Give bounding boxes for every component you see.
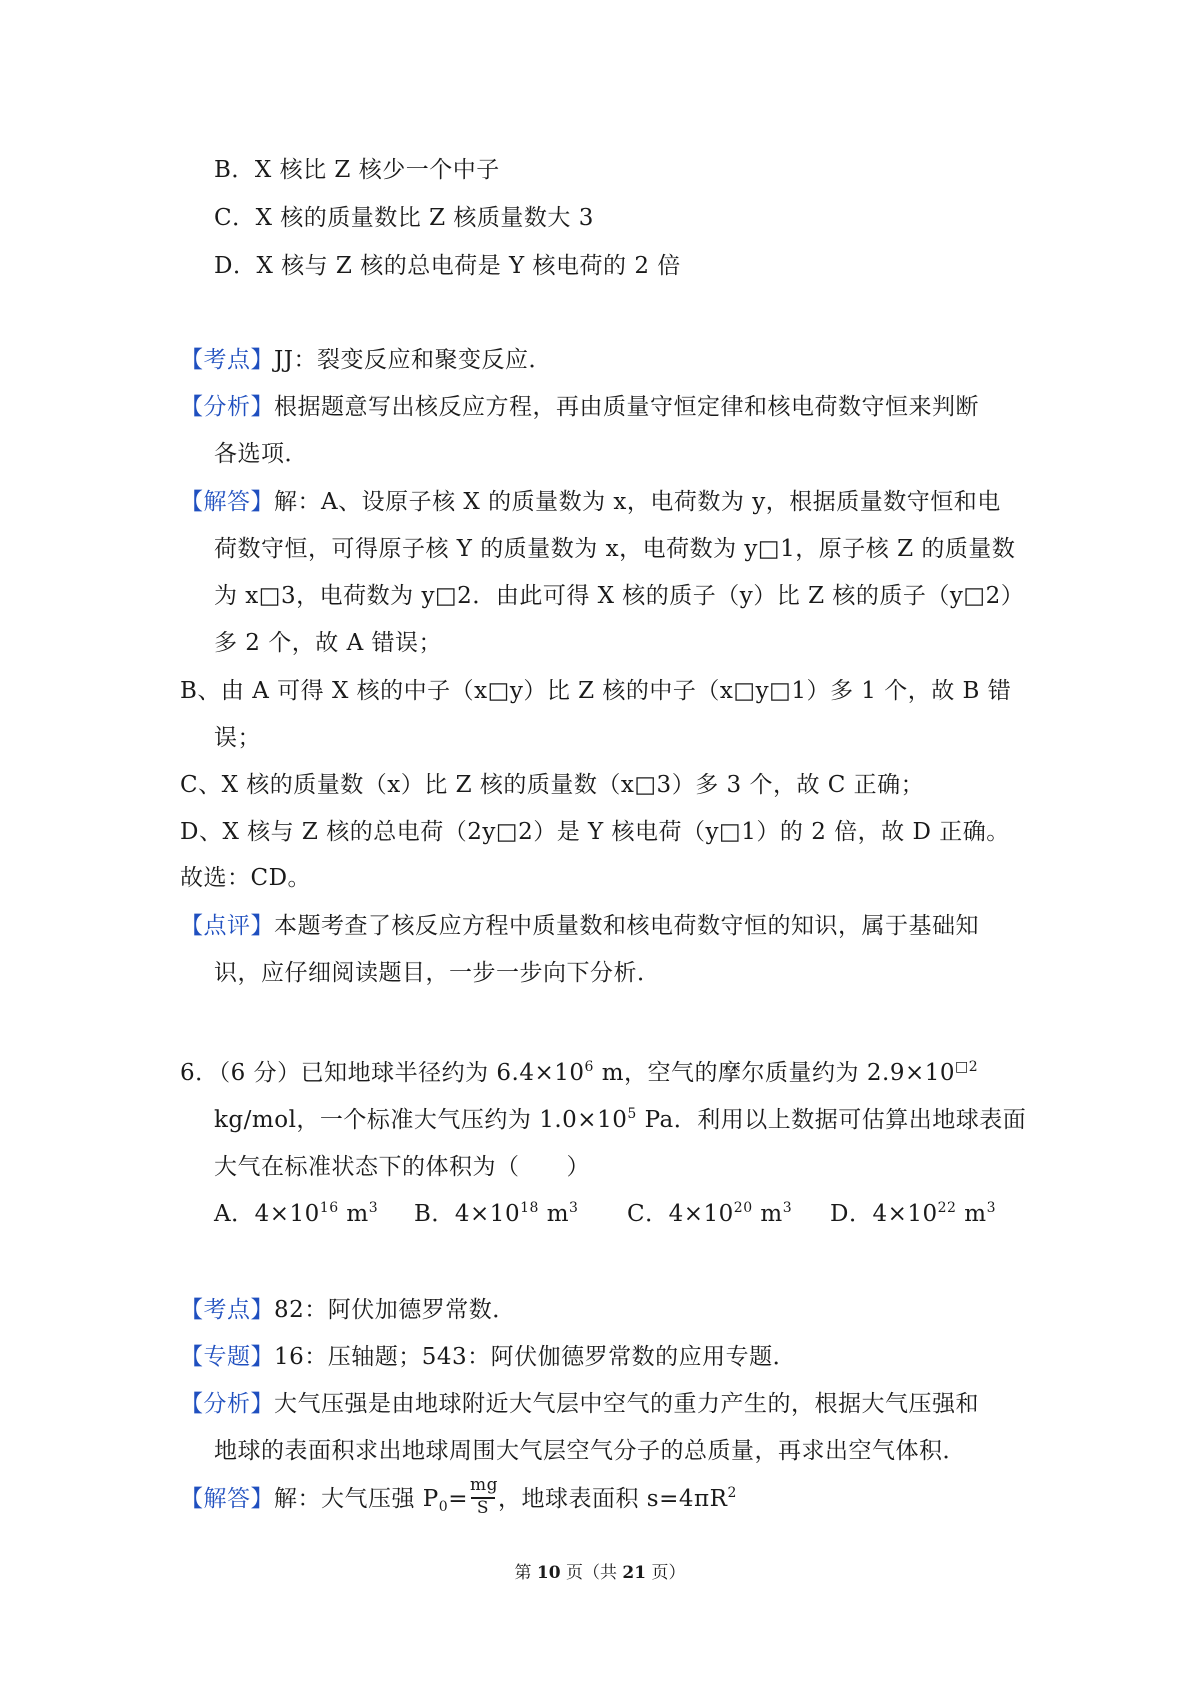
q6-line3: 大气在标准状态下的体积为（ ） bbox=[214, 1154, 590, 1180]
footer-total-pages: 21 bbox=[622, 1563, 647, 1583]
footer-pre: 第 bbox=[514, 1563, 537, 1583]
q5-fenxi-line2: 各选项． bbox=[214, 441, 308, 467]
q6-exp1: 6 bbox=[584, 1059, 594, 1075]
q6-fenxi-text: 大气压强是由地球附近大气层中空气的重力产生的，根据大气压强和 bbox=[274, 1391, 979, 1417]
opt-d-unit-exp: 3 bbox=[986, 1200, 996, 1216]
footer-post: 页） bbox=[646, 1563, 686, 1583]
q6-zhuanti-text: 16：压轴题；543：阿伏伽德罗常数的应用专题． bbox=[274, 1344, 797, 1370]
q5-b-line1: B、由 A 可得 X 核的中子（x□y）比 Z 核的中子（x□y□1）多 1 个，故 B 错 bbox=[180, 678, 1012, 704]
opt-c-text: C．4×10 bbox=[627, 1201, 734, 1227]
fraction-numerator: mg bbox=[470, 1475, 499, 1495]
opt-a-unit: m bbox=[338, 1201, 369, 1227]
q5-jieda bbox=[180, 487, 1001, 517]
q6-option-a bbox=[214, 1199, 378, 1232]
q6-jieda-text-b: ，地球表面积 s=4πR bbox=[498, 1486, 728, 1512]
dianping-tag: 【点评】 bbox=[180, 913, 274, 939]
opt-a-unit-exp: 3 bbox=[368, 1200, 379, 1216]
q5-kaodian bbox=[180, 345, 552, 375]
fenxi-text: 根据题意写出核反应方程，再由质量守恒定律和核电荷数守恒来判断 bbox=[274, 394, 979, 420]
equals-sign: = bbox=[448, 1486, 468, 1512]
q5-d-line: D、X 核与 Z 核的总电荷（2y□2）是 Y 核电荷（y□1）的 2 倍，故 D 正确。 bbox=[180, 819, 1010, 845]
opt-b-unit-exp: 3 bbox=[569, 1200, 579, 1216]
q6-zhuanti bbox=[180, 1342, 796, 1372]
footer-mid: 页（共 bbox=[560, 1563, 623, 1583]
q6-number: 6． bbox=[180, 1060, 219, 1086]
q6-exp3: 5 bbox=[627, 1106, 637, 1122]
option-b: B．X 核比 Z 核少一个中子 bbox=[214, 157, 500, 183]
q6-line2 bbox=[214, 1105, 1026, 1138]
opt-a-exp: 16 bbox=[319, 1200, 339, 1216]
q6-fenxi-line2: 地球的表面积求出地球周围大气层空气分子的总质量，再求出空气体积． bbox=[214, 1438, 966, 1464]
opt-c-unit: m bbox=[752, 1201, 783, 1227]
q6-option-d bbox=[830, 1199, 996, 1232]
q6-zhuanti-tag: 【专题】 bbox=[180, 1344, 274, 1370]
q6-kaodian-tag: 【考点】 bbox=[180, 1297, 274, 1323]
r-squared-exp: 2 bbox=[727, 1485, 737, 1501]
jieda-tag: 【解答】 bbox=[180, 489, 274, 515]
q5-jieda-line3: 为 x□3，电荷数为 y□2．由此可得 X 核的质子（y）比 Z 核的质子（y□2） bbox=[214, 583, 1025, 609]
page-footer bbox=[0, 1562, 1200, 1584]
q6-kaodian bbox=[180, 1295, 516, 1325]
q6-line2-text-b: Pa．利用以上数据可估算出地球表面 bbox=[636, 1107, 1027, 1133]
opt-c-unit-exp: 3 bbox=[782, 1200, 793, 1216]
q6-jieda-tag: 【解答】 bbox=[180, 1486, 274, 1512]
option-d: D．X 核与 Z 核的总电荷是 Y 核电荷的 2 倍 bbox=[214, 253, 681, 279]
q6-jieda-text: 解：大气压强 P bbox=[274, 1486, 439, 1512]
jieda-text: 解：A、设原子核 X 的质量数为 x，电荷数为 y，根据质量数守恒和电 bbox=[274, 489, 1001, 515]
q6-fenxi-tag: 【分析】 bbox=[180, 1391, 274, 1417]
footer-page-number: 10 bbox=[536, 1563, 561, 1583]
q6-line2-text: kg/mol，一个标准大气压约为 1.0×10 bbox=[214, 1107, 628, 1133]
fenxi-tag: 【分析】 bbox=[180, 394, 274, 420]
p0-subscript: 0 bbox=[438, 1499, 449, 1515]
q6-line1 bbox=[180, 1058, 978, 1091]
q5-answer: 故选：CD。 bbox=[180, 865, 312, 891]
q5-fenxi bbox=[180, 392, 979, 422]
q6-exp2: □2 bbox=[955, 1059, 979, 1075]
q6-option-b bbox=[414, 1199, 578, 1232]
q5-c-line: C、X 核的质量数（x）比 Z 核的质量数（x□3）多 3 个，故 C 正确； bbox=[180, 772, 925, 798]
opt-d-unit: m bbox=[956, 1201, 987, 1227]
q5-jieda-line4: 多 2 个，故 A 错误； bbox=[214, 630, 442, 656]
q5-b-line2: 误； bbox=[214, 725, 261, 751]
q6-fenxi bbox=[180, 1389, 979, 1419]
q5-dianping bbox=[180, 911, 979, 941]
q6-kaodian-text: 82：阿伏加德罗常数． bbox=[274, 1297, 516, 1323]
fraction-denominator: S bbox=[476, 1498, 490, 1518]
fraction-mg-over-s bbox=[470, 1475, 499, 1518]
opt-b-exp: 18 bbox=[520, 1200, 539, 1216]
q6-line1-text-b: m，空气的摩尔质量约为 2.9×10 bbox=[593, 1060, 955, 1086]
q5-jieda-line2: 荷数守恒，可得原子核 Y 的质量数为 x，电荷数为 y□1，原子核 Z 的质量数 bbox=[214, 536, 1016, 562]
q5-dianping-line2: 识，应仔细阅读题目，一步一步向下分析． bbox=[214, 960, 661, 986]
opt-b-text: B．4×10 bbox=[414, 1201, 521, 1227]
kaodian-tag: 【考点】 bbox=[180, 347, 274, 373]
q6-option-c bbox=[627, 1199, 792, 1232]
dianping-text: 本题考查了核反应方程中质量数和核电荷数守恒的知识，属于基础知 bbox=[274, 913, 979, 939]
q6-line1-text: （6 分）已知地球半径约为 6.4×10 bbox=[218, 1060, 585, 1086]
opt-c-exp: 20 bbox=[733, 1200, 753, 1216]
opt-d-text: D．4×10 bbox=[830, 1201, 938, 1227]
kaodian-text: JJ：裂变反应和聚变反应． bbox=[274, 347, 552, 373]
q6-jieda bbox=[180, 1475, 737, 1518]
opt-a-text: A．4×10 bbox=[214, 1201, 320, 1227]
opt-d-exp: 22 bbox=[937, 1200, 957, 1216]
option-c: C．X 核的质量数比 Z 核质量数大 3 bbox=[214, 205, 594, 231]
opt-b-unit: m bbox=[538, 1201, 570, 1227]
